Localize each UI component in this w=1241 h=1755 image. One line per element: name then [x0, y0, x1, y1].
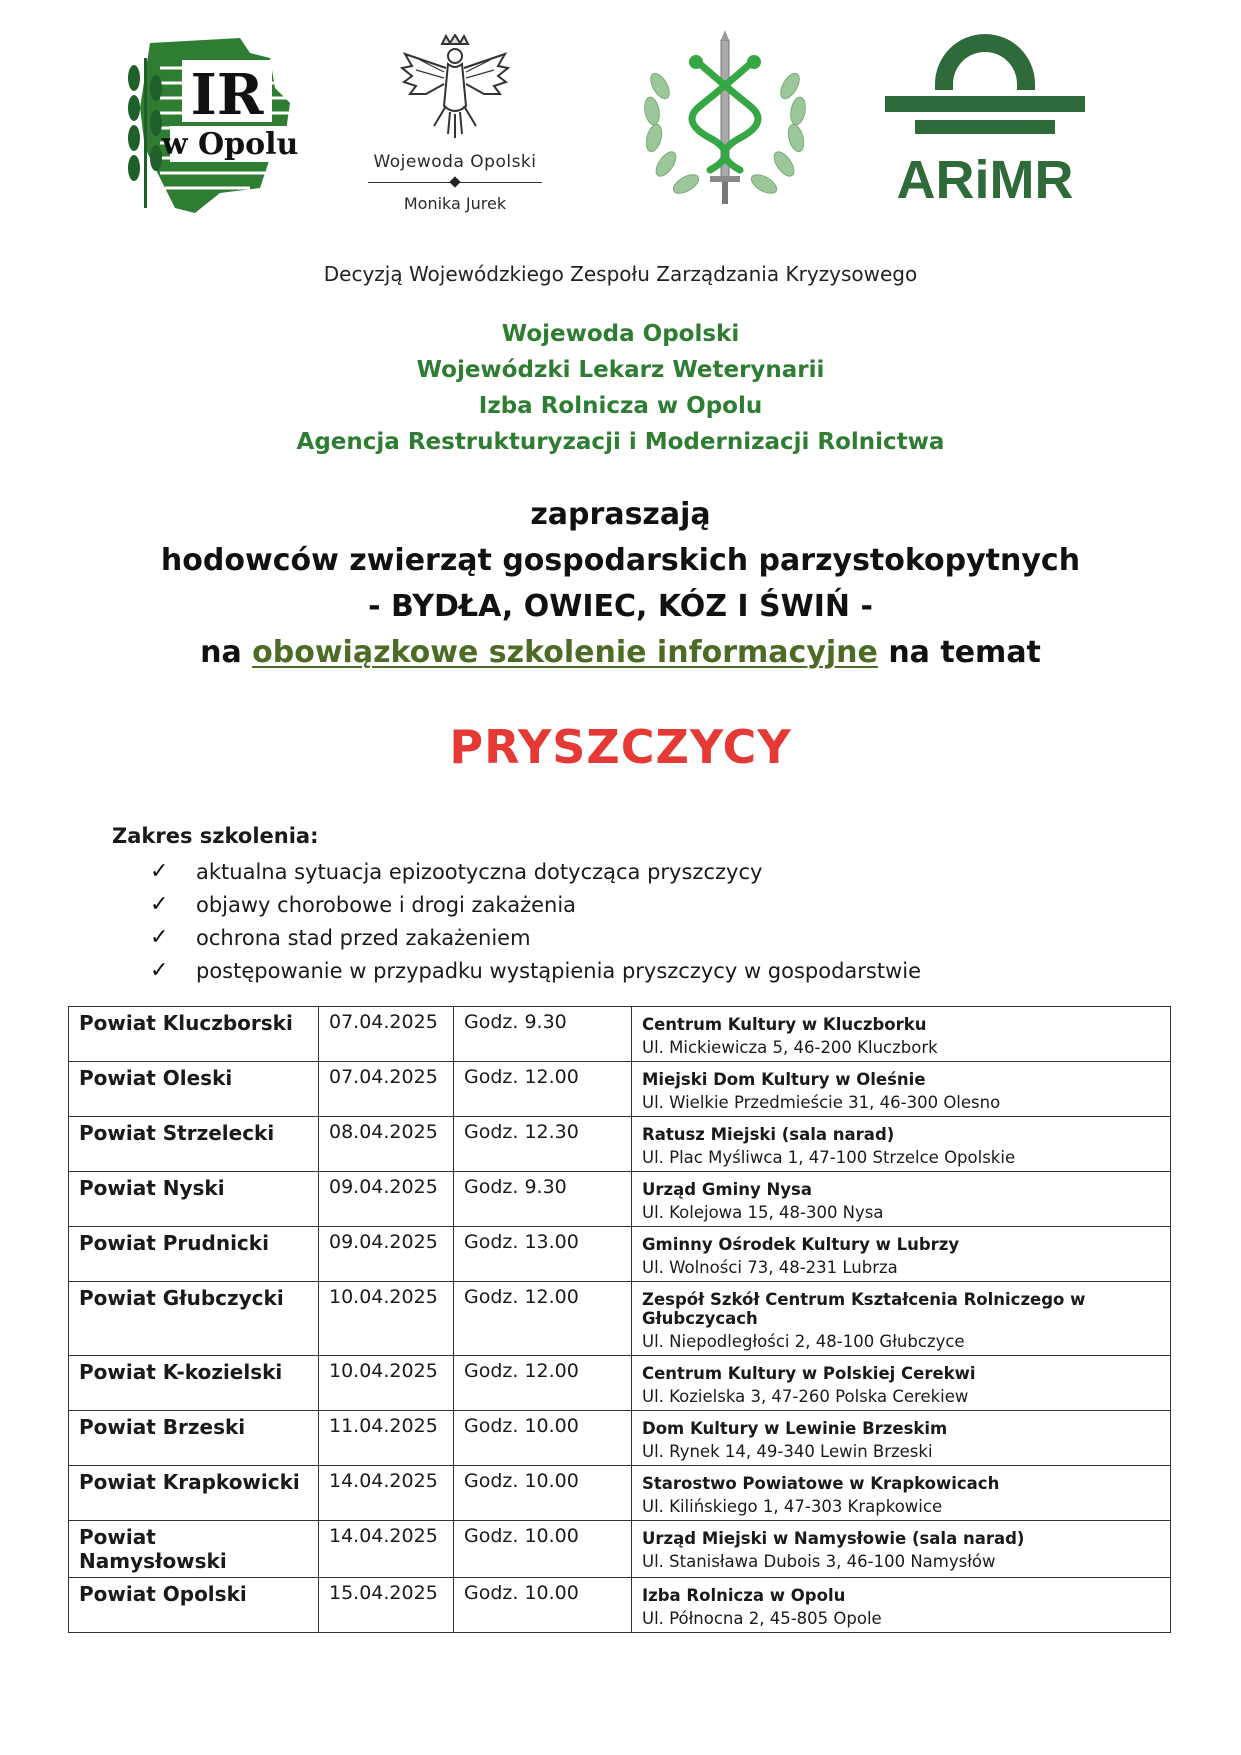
time-cell: Godz. 10.00 [454, 1466, 632, 1521]
scope-item [150, 888, 921, 921]
venue-name: Urząd Miejski w Namysłowie (sala narad) [642, 1529, 1025, 1548]
ir-logo-text-bottom: w Opolu [161, 127, 299, 162]
checkmark-icon: ✓ [150, 925, 169, 950]
scope-item-text: postępowanie w przypadku wystąpienia pryszczycy w gospodarstwie [196, 958, 922, 983]
venue-name: Gminny Ośrodek Kultury w Lubrzy [642, 1235, 960, 1254]
location-cell [632, 1117, 1171, 1172]
invitation-line-2: hodowców zwierząt gospodarskich parzystokopytnych [160, 543, 1081, 578]
date-cell: 14.04.2025 [319, 1466, 454, 1521]
date-cell: 07.04.2025 [319, 1007, 454, 1062]
location-cell [632, 1007, 1171, 1062]
invitation-line-4-prefix: na [200, 635, 253, 670]
venue-address: Ul. Wolności 73, 48-231 Lubrza [642, 1258, 898, 1277]
date-cell: 10.04.2025 [319, 1356, 454, 1411]
powiat-cell: Powiat Kluczborski [69, 1007, 319, 1062]
venue-name: Zespół Szkół Centrum Kształcenia Rolniczego w Głubczycach [642, 1290, 1086, 1328]
date-cell: 10.04.2025 [319, 1282, 454, 1356]
checkmark-icon: ✓ [150, 892, 169, 917]
powiat-cell: Powiat Strzelecki [69, 1117, 319, 1172]
arimr-emblem [885, 26, 1085, 216]
logo-bar [0, 20, 1241, 220]
time-cell: Godz. 10.00 [454, 1411, 632, 1466]
date-cell: 15.04.2025 [319, 1578, 454, 1633]
table-row [69, 1117, 1171, 1172]
venue-name: Starostwo Powiatowe w Krapkowicach [642, 1474, 1000, 1493]
venue-address: Ul. Stanisława Dubois 3, 46-100 Namysłów [642, 1552, 996, 1571]
scope-item-text: ochrona stad przed zakażeniem [196, 925, 531, 950]
time-cell: Godz. 12.30 [454, 1117, 632, 1172]
organizer-wojewoda: Wojewoda Opolski [501, 321, 740, 347]
venue-address: Ul. Kolejowa 15, 48-300 Nysa [642, 1203, 884, 1222]
powiat-cell: Powiat Nyski [69, 1172, 319, 1227]
mandatory-training-link[interactable]: obowiązkowe szkolenie informacyjne [252, 635, 878, 670]
location-cell [632, 1521, 1171, 1578]
caduceus-icon [630, 26, 820, 216]
wojewoda-logo [350, 34, 560, 214]
table-row [69, 1007, 1171, 1062]
time-cell: Godz. 10.00 [454, 1578, 632, 1633]
invitation-block [0, 492, 1241, 676]
table-row [69, 1411, 1171, 1466]
wojewoda-logo-name: Monika Jurek [403, 194, 507, 213]
location-cell [632, 1356, 1171, 1411]
location-cell [632, 1282, 1171, 1356]
venue-address: Ul. Mickiewicza 5, 46-200 Kluczbork [642, 1038, 938, 1057]
diamond-icon [449, 176, 460, 187]
time-cell: Godz. 9.30 [454, 1172, 632, 1227]
organizer-arimr: Agencja Restrukturyzacji i Modernizacji Rolnictwa [296, 429, 945, 455]
powiat-cell: Powiat Głubczycki [69, 1282, 319, 1356]
table-row [69, 1172, 1171, 1227]
venue-name: Centrum Kultury w Kluczborku [642, 1015, 927, 1034]
venue-name: Miejski Dom Kultury w Oleśnie [642, 1070, 926, 1089]
invitation-line-1: zapraszają [530, 497, 711, 532]
disease-title: PRYSZCZYCY [449, 720, 792, 774]
organizer-lekarz-weterynarii: Wojewódzki Lekarz Weterynarii [416, 357, 825, 383]
table-row [69, 1227, 1171, 1282]
table-row [69, 1356, 1171, 1411]
scope-list [150, 855, 921, 987]
location-cell [632, 1062, 1171, 1117]
time-cell: Godz. 9.30 [454, 1007, 632, 1062]
organizers-block [0, 316, 1241, 460]
location-cell [632, 1172, 1171, 1227]
izba-rolnicza-logo [120, 28, 300, 218]
time-cell: Godz. 12.00 [454, 1282, 632, 1356]
table-row [69, 1282, 1171, 1356]
venue-address: Ul. Wielkie Przedmieście 31, 46-300 Olesno [642, 1093, 1001, 1112]
scope-item-text: aktualna sytuacja epizootyczna dotycząca pryszczycy [196, 859, 763, 884]
location-cell [632, 1578, 1171, 1633]
venue-name: Urząd Gminy Nysa [642, 1180, 812, 1199]
date-cell: 08.04.2025 [319, 1117, 454, 1172]
table-row [69, 1578, 1171, 1633]
powiat-cell: Powiat Prudnicki [69, 1227, 319, 1282]
powiat-cell: Powiat Opolski [69, 1578, 319, 1633]
schedule-table [68, 1006, 1171, 1633]
veterinary-inspection-logo [630, 26, 820, 216]
time-cell: Godz. 10.00 [454, 1521, 632, 1578]
time-cell: Godz. 13.00 [454, 1227, 632, 1282]
table-row [69, 1466, 1171, 1521]
organizer-izba-rolnicza: Izba Rolnicza w Opolu [478, 393, 763, 419]
invitation-line-4 [0, 630, 1241, 676]
decision-line: Decyzją Wojewódzkiego Zespołu Zarządzania Kryzysowego [323, 262, 918, 286]
venue-name: Ratusz Miejski (sala narad) [642, 1125, 895, 1144]
venue-address: Ul. Północna 2, 45-805 Opole [642, 1609, 882, 1628]
venue-address: Ul. Rynek 14, 49-340 Lewin Brzeski [642, 1442, 933, 1461]
time-cell: Godz. 12.00 [454, 1062, 632, 1117]
location-cell [632, 1411, 1171, 1466]
venue-name: Dom Kultury w Lewinie Brzeskim [642, 1419, 948, 1438]
scope-title: Zakres szkolenia: [112, 824, 319, 848]
powiat-cell: Powiat Krapkowicki [69, 1466, 319, 1521]
venue-name: Centrum Kultury w Polskiej Cerekwi [642, 1364, 976, 1383]
invitation-line-4-suffix: na temat [877, 635, 1041, 670]
checkmark-icon: ✓ [150, 859, 169, 884]
powiat-cell: Powiat Namysłowski [69, 1521, 319, 1578]
scope-item [150, 954, 921, 987]
date-cell: 09.04.2025 [319, 1227, 454, 1282]
checkmark-icon: ✓ [150, 958, 169, 983]
table-row [69, 1062, 1171, 1117]
venue-name: Izba Rolnicza w Opolu [642, 1586, 846, 1605]
venue-address: Ul. Kilińskiego 1, 47-303 Krapkowice [642, 1497, 943, 1516]
location-cell [632, 1227, 1171, 1282]
scope-item-text: objawy chorobowe i drogi zakażenia [196, 892, 577, 917]
table-row [69, 1521, 1171, 1578]
powiat-cell: Powiat Oleski [69, 1062, 319, 1117]
powiat-cell: Powiat Brzeski [69, 1411, 319, 1466]
izba-rolnicza-emblem [120, 28, 300, 218]
arimr-logo [885, 26, 1085, 216]
arimr-logo-text: ARiMR [896, 150, 1074, 210]
invitation-line-3: - BYDŁA, OWIEC, KÓZ I ŚWIŃ - [368, 589, 873, 624]
location-cell [632, 1466, 1171, 1521]
venue-address: Ul. Kozielska 3, 47-260 Polska Cerekiew [642, 1387, 969, 1406]
powiat-cell: Powiat K-kozielski [69, 1356, 319, 1411]
date-cell: 11.04.2025 [319, 1411, 454, 1466]
ir-logo-text-top: IR [190, 62, 264, 128]
date-cell: 09.04.2025 [319, 1172, 454, 1227]
eagle-icon [350, 34, 560, 144]
date-cell: 14.04.2025 [319, 1521, 454, 1578]
time-cell: Godz. 12.00 [454, 1356, 632, 1411]
scope-item [150, 921, 921, 954]
venue-address: Ul. Niepodległości 2, 48-100 Głubczyce [642, 1332, 965, 1351]
venue-address: Ul. Plac Myśliwca 1, 47-100 Strzelce Opolskie [642, 1148, 1016, 1167]
date-cell: 07.04.2025 [319, 1062, 454, 1117]
wojewoda-logo-title: Wojewoda Opolski [373, 152, 537, 172]
scope-item [150, 855, 921, 888]
